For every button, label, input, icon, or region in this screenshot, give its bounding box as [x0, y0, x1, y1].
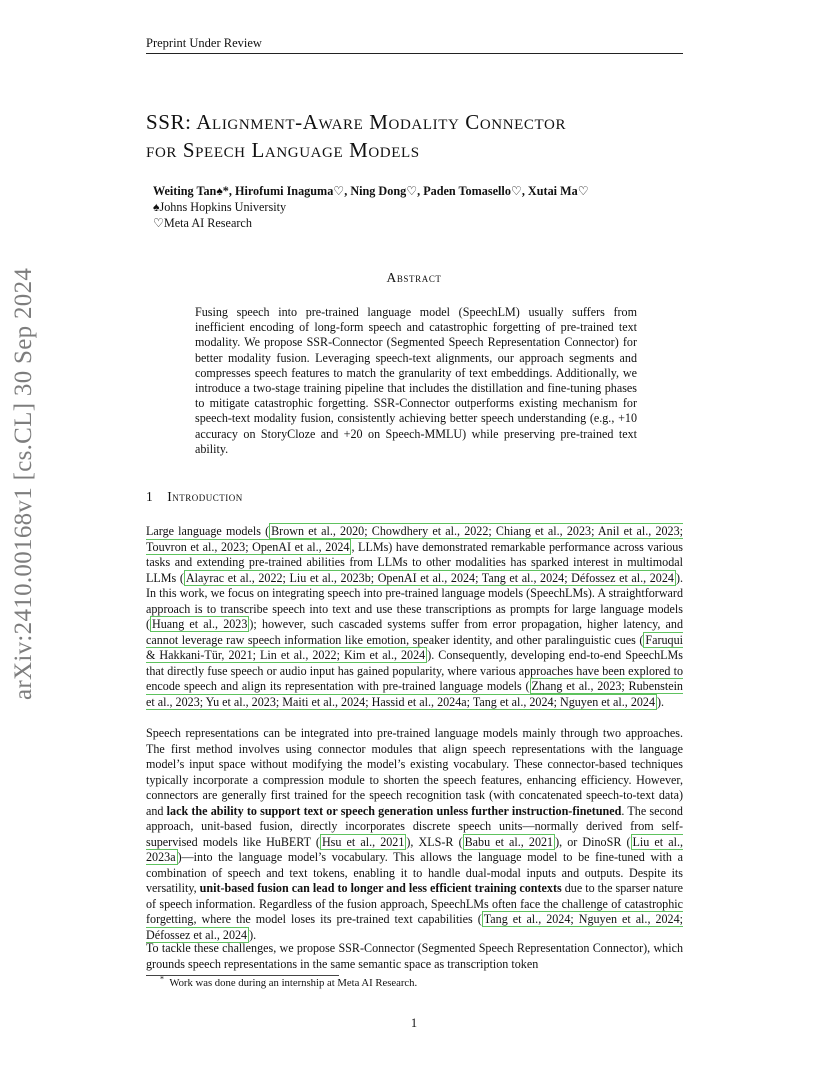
arxiv-stamp[interactable]: arXiv:2410.00168v1 [cs.CL] 30 Sep 2024: [10, 267, 37, 700]
citation-link[interactable]: Alayrac et al., 2022; Liu et al., 2023b; OpenAI et al., 2024; Tang et al., 2024; Défossez et al., 2024: [185, 570, 674, 585]
bold-phrase: unit-based fusion can lead to longer and less efficient training contexts: [199, 881, 562, 895]
intro-paragraph-3: To tackle these challenges, we propose SSR-Connector (Segmented Speech Representation Connector), which grounds speech representations in the same semantic space as transcription token: [146, 941, 683, 971]
affiliation-jhu: ♠Johns Hopkins University: [153, 200, 287, 214]
text-run: . The second approach, unit-based fusion, directly incorporates discrete speech units—normally derived from self-supervised models like HuBERT (: [146, 803, 683, 849]
citation-link[interactable]: Huang et al., 2023: [152, 617, 248, 631]
title-line-2: for Speech Language Models: [146, 138, 420, 162]
text-run: ), XLS-R (: [406, 834, 463, 849]
abstract-text: Fusing speech into pre-trained language model (SpeechLM) usually suffers from inefficient encoding of long-form speech and catastrophic forgetting of pre-trained text modality. We propose SSR-Connector (Segmented Speech Representation Connector) for better modality fusion. Leveraging speech-text alignments, our approach segments and compresses speech features to match the granularity of text embeddings. Additionally, we introduce a two-stage training pipeline that includes the distillation and fine-tuning phases to mitigate catastrophic forgetting. SSR-Connector outperforms existing mechanism for speech-text modality fusion, consistently achieving better speech understanding (e.g., +10 accuracy on StoryCloze and +20 on Speech-MMLU) while preserving pre-trained text ability.: [195, 305, 637, 456]
footnote: [160, 974, 418, 989]
title-line-1: SSR: Alignment-Aware Modality Connector: [146, 110, 567, 134]
footnote-rule: [146, 975, 339, 976]
paper-title: [146, 108, 706, 164]
citation-link[interactable]: Tang et al., 2024; Nguyen et al., 2024; Défossez et al., 2024: [146, 912, 683, 942]
intro-paragraph-1: [146, 524, 683, 710]
text-run: Speech representations can be integrated into pre-trained language models mainly through two approaches. The first method involves using connector modules that align speech representations with the language model’s input space without modifying the model’s existing vocabulary. These connector-based techniques typically incorporate a compression module to shorten the speech features, enhancing efficiency. However, connectors are generally first trained for the speech recognition task (with concatenated speech-to-text data) and: [146, 726, 683, 818]
citation-link[interactable]: Hsu et al., 2021: [321, 834, 405, 849]
affiliation-meta: ♡Meta AI Research: [153, 216, 252, 230]
header-rule: [146, 53, 683, 54]
citation-link[interactable]: Zhang et al., 2023; Rubenstein et al., 2023; Yu et al., 2023; Maiti et al., 2024; Hassid et al., 2024a; Tang et al., 2024; Nguyen et al., 2024: [146, 679, 683, 709]
citation-link[interactable]: Brown et al., 2020; Chowdhery et al., 2022; Chiang et al., 2023; Anil et al., 2023; Touvron et al., 2023; OpenAI et al., 2024: [146, 524, 683, 554]
text-run: ). In this work, we focus on integrating speech into pre-trained language models (SpeechLMs). A straightforward approach is to transcribe speech into text and use these transcriptions as prompts for large language models (: [146, 570, 683, 631]
text-run: ).: [249, 927, 257, 942]
author-list: Weiting Tan♠*, Hirofumi Inaguma♡, Ning Dong♡, Paden Tomasello♡, Xutai Ma♡: [153, 184, 589, 198]
text-run: ). Consequently, developing end-to-end SpeechLMs that directly fuse speech or audio input has gained popularity, where various approaches have been explored to encode speech and align its representation with pre-trained language models (: [146, 648, 683, 693]
text-run: )—into the language model’s vocabulary. This allows the language model to be fine-tuned with a combination of speech and text tokens, enabling it to handle dual-modal inputs and outputs. Despite its versatility,: [146, 850, 683, 895]
author-block: [153, 183, 713, 231]
footnote-text: Work was done during an internship at Meta AI Research.: [169, 977, 418, 989]
section-number: 1: [146, 489, 154, 504]
section-title: Introduction: [167, 489, 243, 504]
running-header: Preprint Under Review: [146, 36, 262, 50]
footnote-mark: *: [160, 974, 164, 984]
bold-phrase: lack the ability to support text or speech generation unless further instruction-finetuned: [166, 803, 622, 818]
text-run: due to the sparser nature of speech information. Regardless of the fusion approach, SpeechLMs often face the challenge of catastrophic forgetting, where the model loses its pre-trained text capabilities (: [146, 881, 683, 926]
citation-link[interactable]: Liu et al., 2023a: [146, 834, 683, 864]
page-number: 1: [410, 1016, 418, 1030]
text-run: ); however, such cascaded systems suffer from error propagation, higher latency, and cannot leverage raw speech information like emotion, speaker identity, and other paralinguistic cues (: [146, 617, 683, 647]
text-run: , LLMs) have demonstrated remarkable performance across various tasks and extending pre-trained abilities from LLMs to other modalities has sparked interest in multimodal LLMs (: [146, 539, 683, 585]
citation-link[interactable]: Babu et al., 2021: [464, 834, 554, 849]
intro-paragraph-2: [146, 726, 683, 943]
text-run: ), or DinoSR (: [555, 834, 631, 849]
abstract-heading: Abstract: [386, 270, 442, 285]
citation-link[interactable]: Faruqui & Hakkani-Tür, 2021; Lin et al., 2022; Kim et al., 2024: [146, 632, 683, 662]
text-run: Large language models (: [146, 524, 270, 538]
text-run: ).: [657, 694, 665, 709]
section-heading: [146, 489, 243, 505]
